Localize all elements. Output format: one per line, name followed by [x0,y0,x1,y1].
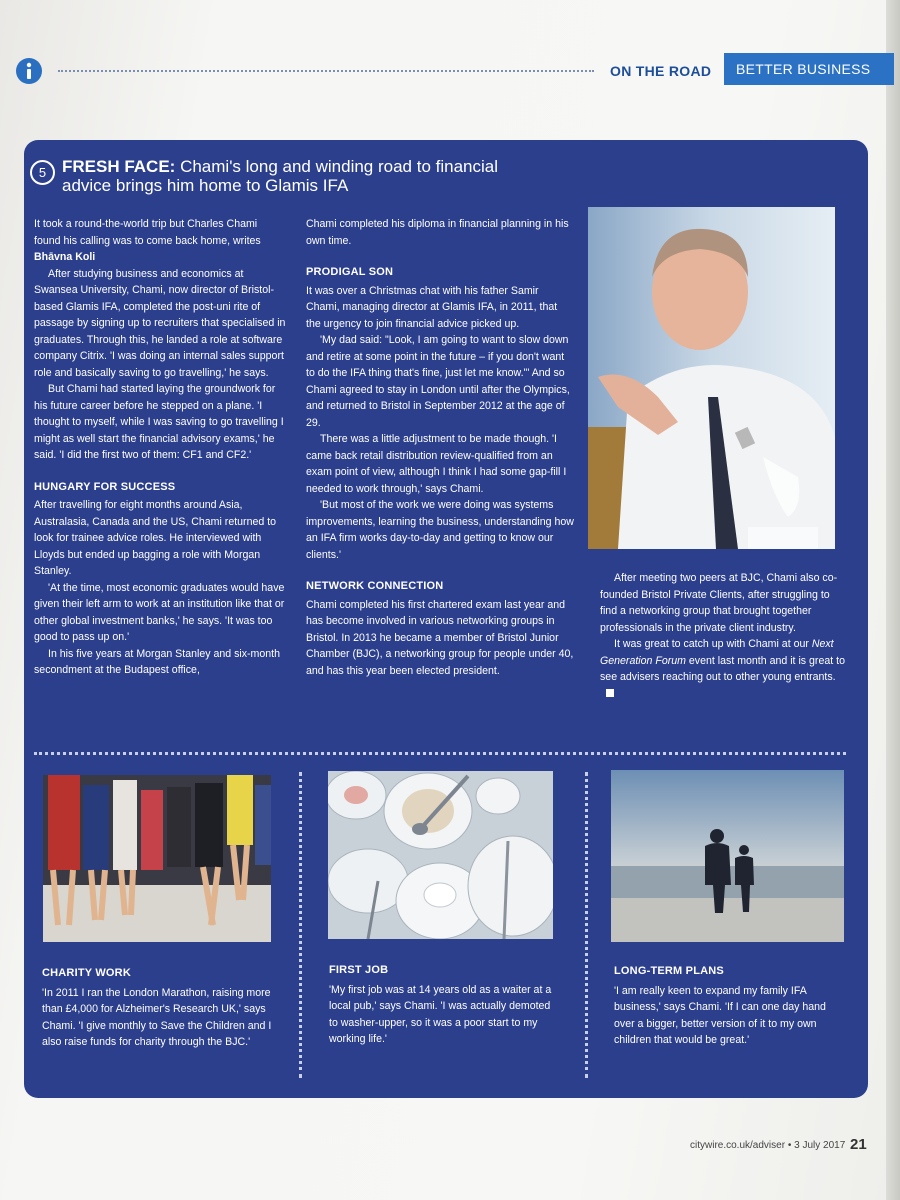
paragraph [600,636,848,702]
column-3 [600,570,848,702]
sidebar-text: 'I am really keen to expand my family IFA business,' says Chami. 'If I can one day hand over a bigger, better version of it to my own children that would be great.' [614,984,826,1046]
subheading-prodigal: PRODIGAL SON [306,266,394,278]
sidebar-first-job [329,962,561,1048]
paragraph: 'My dad said: "Look, I am going to want to slow down and retire at some point in the future – if you don't want to do the IFA thing that's fine, just let me know."' And so Chami agreed to stay in London until after the Olympics, and returned to Bristol in September 2012 at the age of 29. [306,334,570,429]
headline-text: Chami's long and winding road to financial advice brings him home to Glamis IFA [62,157,499,195]
author: Bhāvna Koli [34,251,96,263]
column-2 [306,216,574,679]
sidebar-title: FIRST JOB [329,964,389,976]
section-tab: BETTER BUSINESS [724,53,894,85]
paragraph: Chami completed his diploma in financial planning in his own time. [306,218,569,247]
paragraph: After travelling for eight months around Asia, Australasia, Canada and the US, Chami returned to look for trainee advice roles. He interviewed with Lloyds but ended up bagging a role with Morgan Stanley. [34,499,277,577]
footer-url: citywire.co.uk/adviser [690,1140,786,1151]
sidebar-title: LONG-TERM PLANS [614,965,724,977]
headline-bold: FRESH FACE: [62,157,176,176]
page-number: 21 [850,1136,867,1153]
event-name: Next Generation Forum [600,638,834,667]
footer-date: 3 July 2017 [794,1140,846,1151]
paragraph: 'At the time, most economic graduates would have given their left arm to work at an institution like that or other global investment banks,' he says. 'It was too good to pass up on.' [34,581,285,643]
end-mark [606,689,614,697]
sidebar-title: CHARITY WORK [42,967,131,979]
paragraph: Chami completed his first chartered exam last year and has become involved in various networking groups in Bristol. In 2013 he became a member of Bristol Junior Chamber (BJC), a networking group for people under 40, and has this year been elected president. [306,598,574,677]
paragraph: After meeting two peers at BJC, Chami also co-founded Bristol Private Clients, after struggling to find a networking group that brought together professionals in the private client industry. [600,572,838,634]
paragraph: But Chami had started laying the groundwork for his future career before he stepped on a plane. 'I thought to myself, while I was saving to go travelling I might as well start the financial advisory exams,' he said. 'I did the first two of them: CF1 and CF2.' [34,383,284,461]
paragraph: It was over a Christmas chat with his father Samir Chami, managing director at Glamis IFA, in 2011, that the urgency to join financial advice picked up. [306,284,558,330]
subheading-network: NETWORK CONNECTION [306,580,444,592]
page-edge [886,0,900,1200]
paragraph: In his five years at Morgan Stanley and six-month secondment at the Budapest office, [34,647,280,676]
column-divider [585,772,588,1078]
sidebar-text: 'In 2011 I ran the London Marathon, raising more than £4,000 for Alzheimer's Research UK,' says Chami. 'I give monthly to Save the Children and I also raise funds for charity through the BJC.' [42,986,272,1048]
sidebar-long-term [614,963,846,1049]
info-icon [16,58,42,84]
marathon-photo [43,775,271,942]
header-divider [58,70,594,72]
column-1 [34,216,286,679]
text-span: It was great to catch up with Chami at our [614,638,812,650]
section-label: ON THE ROAD [610,63,712,79]
standfirst-text: It took a round-the-world trip but Charles Chami found his calling was to come back home, writes [34,218,261,247]
paragraph: After studying business and economics at Swansea University, Chami, now director of Bristol-based Glamis IFA, completed the post-uni rite of passage by signing up to recruiters that specialised in graduates. Through this, he landed a role at software company Citrix. 'I was doing an internal sales support role and basically saving to go travelling,' he says. [34,267,286,379]
standfirst [34,216,286,266]
dishes-photo [328,771,553,939]
sidebar-text: 'My first job was at 14 years old as a waiter at a local pub,' says Chami. 'I was actually demoted to washer-upper, so it was a poor start to my working life.' [329,983,552,1045]
article-number: 5 [30,160,55,185]
text-span: event last month and it is great to see advisers reaching out to other young entrants. [600,654,845,683]
subheading-hungary: HUNGARY FOR SUCCESS [34,480,176,493]
beach-photo [611,770,844,942]
column-divider [299,772,302,1078]
footer-bullet: • [787,1140,792,1151]
paragraph: 'But most of the work we were doing was systems improvements, learning the business, understanding how an IFA firm works day-to-day and getting to know our clients.' [306,499,574,561]
sidebar-charity [42,965,278,1051]
paragraph: There was a little adjustment to be made though. 'I came back retail distribution review-qualified from an exam point of view, although I think I had some gap-fill I needed to work through,' says Chami. [306,433,567,495]
section-divider [34,752,846,755]
headline [62,157,542,195]
portrait-photo [588,207,835,549]
footer-source [690,1140,845,1151]
